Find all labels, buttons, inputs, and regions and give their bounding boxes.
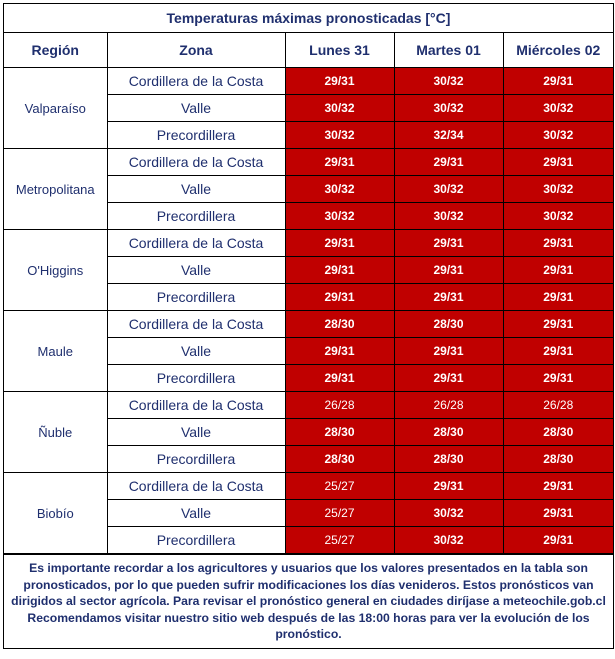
zone-cell: Valle	[107, 257, 285, 284]
temperature-cell: 30/32	[394, 500, 503, 527]
temperature-cell: 29/31	[394, 230, 503, 257]
temperature-cell: 29/31	[503, 68, 613, 95]
zone-cell: Cordillera de la Costa	[107, 473, 285, 500]
temperature-cell: 32/34	[394, 122, 503, 149]
temperature-cell: 29/31	[285, 338, 394, 365]
region-cell: Valparaíso	[4, 68, 107, 149]
temperature-cell: 26/28	[503, 392, 613, 419]
table-row	[4, 230, 613, 257]
zone-cell: Cordillera de la Costa	[107, 68, 285, 95]
temperature-cell: 29/31	[285, 230, 394, 257]
table-row	[4, 68, 613, 95]
zone-cell: Valle	[107, 419, 285, 446]
temperature-cell: 29/31	[503, 500, 613, 527]
temperature-cell: 29/31	[394, 149, 503, 176]
temperature-cell: 30/32	[394, 176, 503, 203]
forecast-table	[4, 33, 613, 554]
table-row	[4, 392, 613, 419]
temperature-cell: 29/31	[285, 365, 394, 392]
temperature-cell: 29/31	[394, 284, 503, 311]
temperature-cell: 30/32	[394, 95, 503, 122]
temperature-cell: 28/30	[503, 419, 613, 446]
disclaimer-paragraph: Es importante recordar a los agricultores y usuarios que los valores presentados en la tabla son pronosticados, por lo que pueden sufrir modificaciones los días venideros. Estos pronósticos van dirigidos al sector agrícola. Para revisar el pronóstico general en ciudades diríjase a meteochile.gob.cl	[11, 561, 606, 608]
temperature-cell: 29/31	[394, 257, 503, 284]
temperature-cell: 26/28	[285, 392, 394, 419]
zone-cell: Precordillera	[107, 203, 285, 230]
temperature-cell: 29/31	[503, 473, 613, 500]
header-day-3: Miércoles 02	[503, 33, 613, 68]
temperature-cell: 29/31	[503, 149, 613, 176]
table-title: Temperaturas máximas pronosticadas [°C]	[4, 4, 613, 33]
header-region: Región	[4, 33, 107, 68]
temperature-cell: 30/32	[503, 203, 613, 230]
temperature-cell: 30/32	[285, 176, 394, 203]
temperature-cell: 29/31	[285, 284, 394, 311]
temperature-cell: 29/31	[503, 338, 613, 365]
temperature-cell: 29/31	[394, 338, 503, 365]
zone-cell: Valle	[107, 500, 285, 527]
table-body	[4, 68, 613, 554]
temperature-cell: 30/32	[503, 122, 613, 149]
zone-cell: Valle	[107, 338, 285, 365]
region-cell: Biobío	[4, 473, 107, 554]
table-row	[4, 311, 613, 338]
zone-cell: Precordillera	[107, 527, 285, 554]
zone-cell: Cordillera de la Costa	[107, 311, 285, 338]
region-cell: O'Higgins	[4, 230, 107, 311]
temperature-cell: 29/31	[394, 473, 503, 500]
temperature-cell: 29/31	[285, 68, 394, 95]
temperature-cell: 28/30	[394, 419, 503, 446]
temperature-cell: 29/31	[503, 365, 613, 392]
temperature-cell: 30/32	[503, 95, 613, 122]
temperature-cell: 28/30	[394, 446, 503, 473]
table-row	[4, 473, 613, 500]
region-cell: Ñuble	[4, 392, 107, 473]
temperature-cell: 29/31	[503, 284, 613, 311]
temperature-cell: 30/32	[285, 95, 394, 122]
zone-cell: Cordillera de la Costa	[107, 230, 285, 257]
zone-cell: Cordillera de la Costa	[107, 149, 285, 176]
disclaimer-note	[4, 554, 613, 648]
temperature-cell: 25/27	[285, 473, 394, 500]
temperature-cell: 29/31	[503, 527, 613, 554]
zone-cell: Precordillera	[107, 122, 285, 149]
temperature-cell: 25/27	[285, 500, 394, 527]
forecast-table-container	[3, 3, 614, 649]
region-cell: Maule	[4, 311, 107, 392]
region-cell: Metropolitana	[4, 149, 107, 230]
temperature-cell: 26/28	[394, 392, 503, 419]
recommendation-paragraph: Recomendamos visitar nuestro sitio web después de las 18:00 horas para ver la evolución de los pronóstico.	[27, 610, 590, 641]
temperature-cell: 30/32	[394, 68, 503, 95]
temperature-cell: 29/31	[394, 365, 503, 392]
temperature-cell: 28/30	[285, 446, 394, 473]
zone-cell: Valle	[107, 176, 285, 203]
zone-cell: Cordillera de la Costa	[107, 392, 285, 419]
temperature-cell: 30/32	[285, 203, 394, 230]
temperature-cell: 29/31	[285, 257, 394, 284]
header-zone: Zona	[107, 33, 285, 68]
zone-cell: Precordillera	[107, 446, 285, 473]
temperature-cell: 28/30	[285, 311, 394, 338]
temperature-cell: 29/31	[503, 230, 613, 257]
temperature-cell: 30/32	[285, 122, 394, 149]
temperature-cell: 30/32	[503, 176, 613, 203]
zone-cell: Precordillera	[107, 365, 285, 392]
header-day-2: Martes 01	[394, 33, 503, 68]
temperature-cell: 28/30	[394, 311, 503, 338]
temperature-cell: 28/30	[503, 446, 613, 473]
zone-cell: Valle	[107, 95, 285, 122]
temperature-cell: 29/31	[503, 257, 613, 284]
table-row	[4, 149, 613, 176]
temperature-cell: 25/27	[285, 527, 394, 554]
temperature-cell: 29/31	[503, 311, 613, 338]
header-day-1: Lunes 31	[285, 33, 394, 68]
temperature-cell: 29/31	[285, 149, 394, 176]
temperature-cell: 30/32	[394, 527, 503, 554]
header-row	[4, 33, 613, 68]
temperature-cell: 28/30	[285, 419, 394, 446]
zone-cell: Precordillera	[107, 284, 285, 311]
temperature-cell: 30/32	[394, 203, 503, 230]
